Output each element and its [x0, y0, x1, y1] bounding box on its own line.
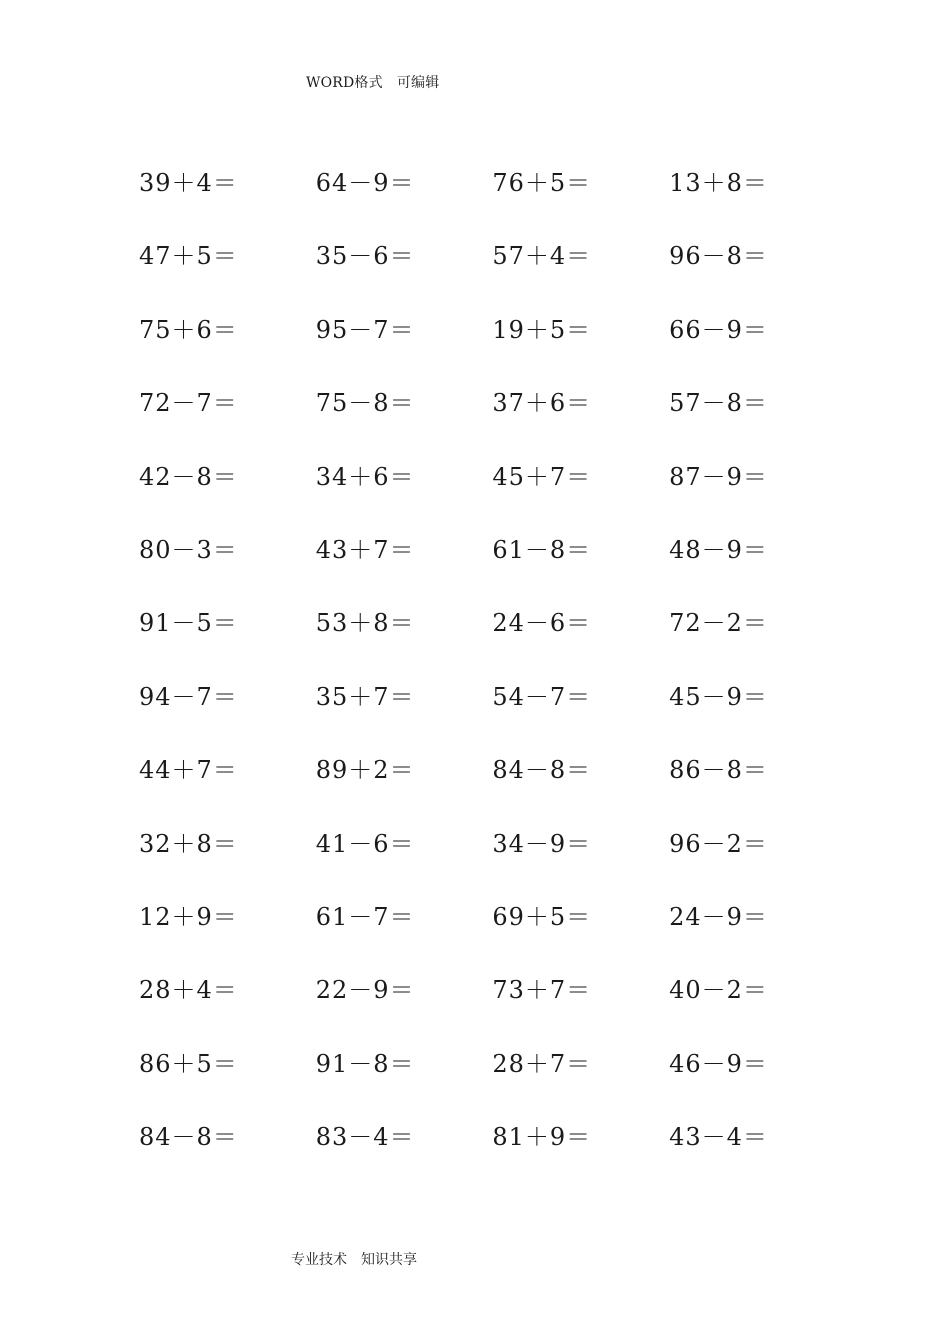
problem-r3-c3: 19＋5＝ — [492, 315, 592, 344]
problem-r5-c3: 45＋7＝ — [492, 462, 592, 491]
problem-r14-c1: 84－8＝ — [139, 1123, 238, 1152]
problem-r1-c2: 64－9＝ — [315, 169, 415, 197]
arithmetic-problem-grid — [139, 165, 846, 1192]
problem-r10-c2: 41－6＝ — [315, 829, 415, 858]
problem-r11-c3: 69＋5＝ — [492, 902, 592, 931]
problem-r10-c4: 96－2＝ — [669, 829, 768, 858]
problem-r8-c3: 54－7＝ — [492, 682, 592, 711]
problem-r2-c3: 57＋4＝ — [492, 242, 592, 271]
problem-r9-c2: 89＋2＝ — [315, 756, 415, 785]
problem-r10-c3: 34－9＝ — [492, 829, 592, 858]
problem-r4-c3: 37＋6＝ — [492, 389, 592, 418]
problem-r7-c3: 24－6＝ — [492, 609, 592, 638]
problem-r8-c2: 35＋7＝ — [315, 682, 415, 711]
problem-r5-c1: 42－8＝ — [139, 462, 238, 491]
problem-r5-c2: 34＋6＝ — [315, 462, 415, 491]
problem-r4-c1: 72－7＝ — [139, 389, 238, 418]
problem-r4-c4: 57－8＝ — [669, 389, 768, 418]
header-editable-label: 可编辑 — [396, 75, 440, 91]
problem-r7-c2: 53＋8＝ — [315, 609, 415, 638]
problem-r13-c2: 91－8＝ — [315, 1049, 415, 1078]
page-header — [306, 72, 439, 92]
problem-r8-c4: 45－9＝ — [669, 682, 768, 711]
problem-r12-c4: 40－2＝ — [669, 976, 768, 1005]
problem-r9-c4: 86－8＝ — [669, 756, 768, 785]
problem-r2-c4: 96－8＝ — [669, 242, 768, 271]
problem-r1-c1: 39＋4＝ — [139, 169, 238, 197]
header-format-label: WORD格式 — [306, 75, 383, 91]
problem-r7-c1: 91－5＝ — [139, 609, 238, 638]
problem-r12-c3: 73＋7＝ — [492, 976, 592, 1005]
problem-r6-c3: 61－8＝ — [492, 535, 592, 564]
problem-r14-c2: 83－4＝ — [315, 1123, 415, 1152]
footer-sharing-label: 知识共享 — [361, 1252, 417, 1268]
problem-r4-c2: 75－8＝ — [315, 389, 415, 418]
problem-r12-c1: 28＋4＝ — [139, 976, 238, 1005]
problem-r13-c4: 46－9＝ — [669, 1049, 768, 1078]
problem-r2-c1: 47＋5＝ — [139, 242, 238, 271]
problem-r10-c1: 32＋8＝ — [139, 829, 238, 858]
problem-r9-c3: 84－8＝ — [492, 756, 592, 785]
problem-r9-c1: 44＋7＝ — [139, 756, 238, 785]
problem-r3-c2: 95－7＝ — [315, 315, 415, 344]
problem-r1-c4: 13＋8＝ — [669, 169, 768, 197]
problem-r2-c2: 35－6＝ — [315, 242, 415, 271]
problem-r14-c3: 81＋9＝ — [492, 1123, 592, 1152]
problem-r7-c4: 72－2＝ — [669, 609, 768, 638]
problem-r3-c1: 75＋6＝ — [139, 315, 238, 344]
problem-r3-c4: 66－9＝ — [669, 315, 768, 344]
problem-r1-c3: 76＋5＝ — [492, 169, 592, 197]
problem-r5-c4: 87－9＝ — [669, 462, 768, 491]
problem-r13-c1: 86＋5＝ — [139, 1049, 238, 1078]
page-footer — [291, 1249, 417, 1269]
problem-r8-c1: 94－7＝ — [139, 682, 238, 711]
problem-r12-c2: 22－9＝ — [315, 976, 415, 1005]
problem-r6-c2: 43＋7＝ — [315, 535, 415, 564]
footer-tech-label: 专业技术 — [291, 1252, 347, 1268]
problem-r11-c2: 61－7＝ — [315, 902, 415, 931]
problem-r14-c4: 43－4＝ — [669, 1123, 768, 1152]
problem-r11-c1: 12＋9＝ — [139, 902, 238, 931]
problem-r13-c3: 28＋7＝ — [492, 1049, 592, 1078]
problem-r6-c1: 80－3＝ — [139, 535, 238, 564]
problem-r6-c4: 48－9＝ — [669, 535, 768, 564]
problem-r11-c4: 24－9＝ — [669, 902, 768, 931]
